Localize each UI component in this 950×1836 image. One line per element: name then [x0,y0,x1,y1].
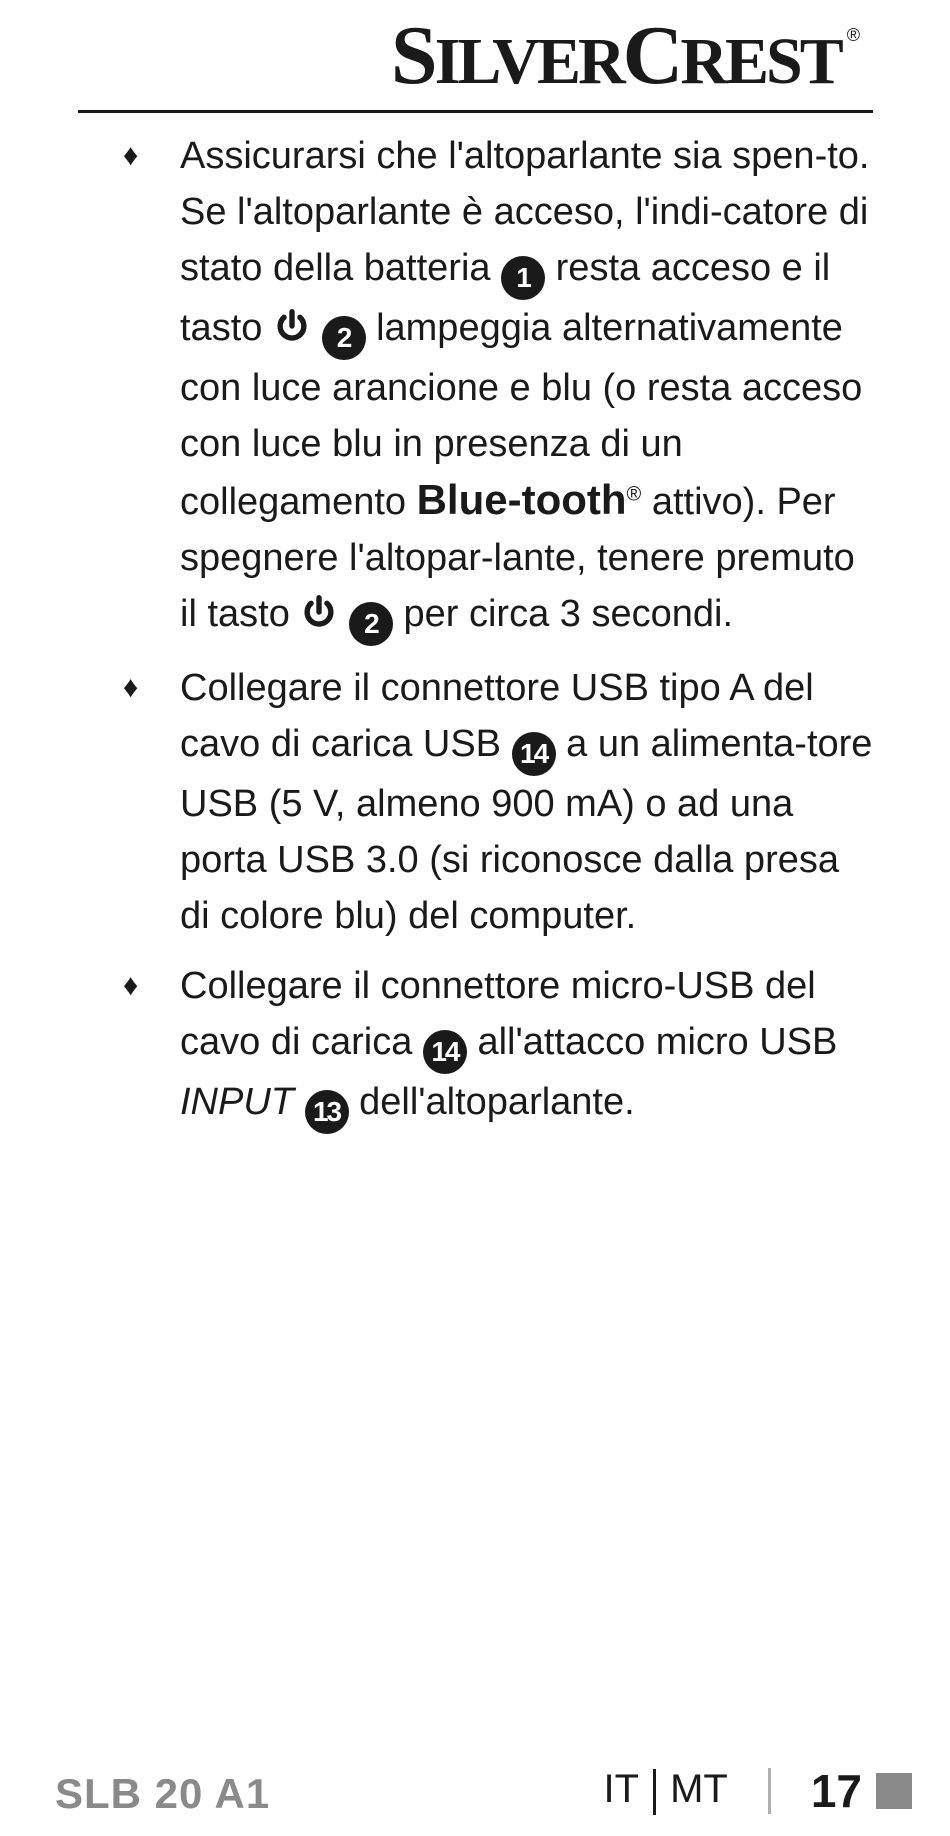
item-text: Collegare il connettore USB tipo A del cavo di carica USB [180,667,814,765]
lang-it: IT [603,1767,640,1812]
bluetooth-label: Blue-tooth [416,476,627,523]
instructions-list [115,128,875,1148]
footer-nav [604,1764,912,1818]
input-port-label: INPUT [180,1081,294,1123]
brand-letter-c: C [622,9,681,102]
page-marker-square [876,1773,912,1809]
callout-number: 14 [423,1030,467,1074]
item-text: Collegare il connettore micro-USB del cavo di carica [180,965,816,1063]
language-indicator [604,1767,728,1814]
callout-number: 2 [349,602,393,646]
diamond-bullet-icon: ♦ [123,969,139,1002]
diamond-bullet-icon: ♦ [123,139,139,172]
callout-number: 13 [305,1090,349,1134]
page-number: 17 [810,1765,862,1817]
lang-separator [653,1769,656,1815]
lang-mt: MT [670,1767,728,1812]
list-item-connect-usb-a [115,660,875,944]
item-text: attivo). Per spegnere l'altopar-lante, tenere premuto il tasto [180,481,855,635]
header-rule [78,110,873,113]
brand-logo [390,9,860,102]
power-icon [273,306,311,346]
item-text: all'attacco micro USB [466,1021,838,1063]
item-text: resta acceso e il tasto [180,247,831,349]
callout-number: 14 [512,732,556,776]
callout-number: 1 [501,256,545,300]
item-text: dell'altoparlante. [348,1081,635,1123]
item-text: a un alimenta-tore USB (5 V, almeno 900 mA) o ad una porta USB 3.0 (si riconosce dalla presa di colore blu) del computer. [180,723,873,937]
diamond-bullet-icon: ♦ [123,671,139,704]
list-item-speaker-off [115,128,875,646]
callout-number: 2 [322,316,366,360]
brand-letter-s: S [390,9,435,102]
registered-mark: ® [626,483,642,506]
power-icon [300,592,338,632]
item-text: Assicurarsi che l'altoparlante sia spen-to. Se l'altoparlante è acceso, l'indi-catore di stato della batteria [180,135,870,289]
page-separator [768,1768,771,1814]
list-item-connect-micro-usb [115,958,875,1134]
brand-registered-mark: ® [846,25,860,45]
model-number: SLB 20 A1 [55,1770,271,1817]
brand-letters-rest: REST [680,25,841,98]
item-text: per circa 3 secondi. [392,593,734,635]
brand-letters-ilver: ILVER [434,25,623,98]
item-text: lampeggia alternativamente con luce arancione e blu (o resta acceso con luce blu in presenza di un collegamento [180,307,863,523]
